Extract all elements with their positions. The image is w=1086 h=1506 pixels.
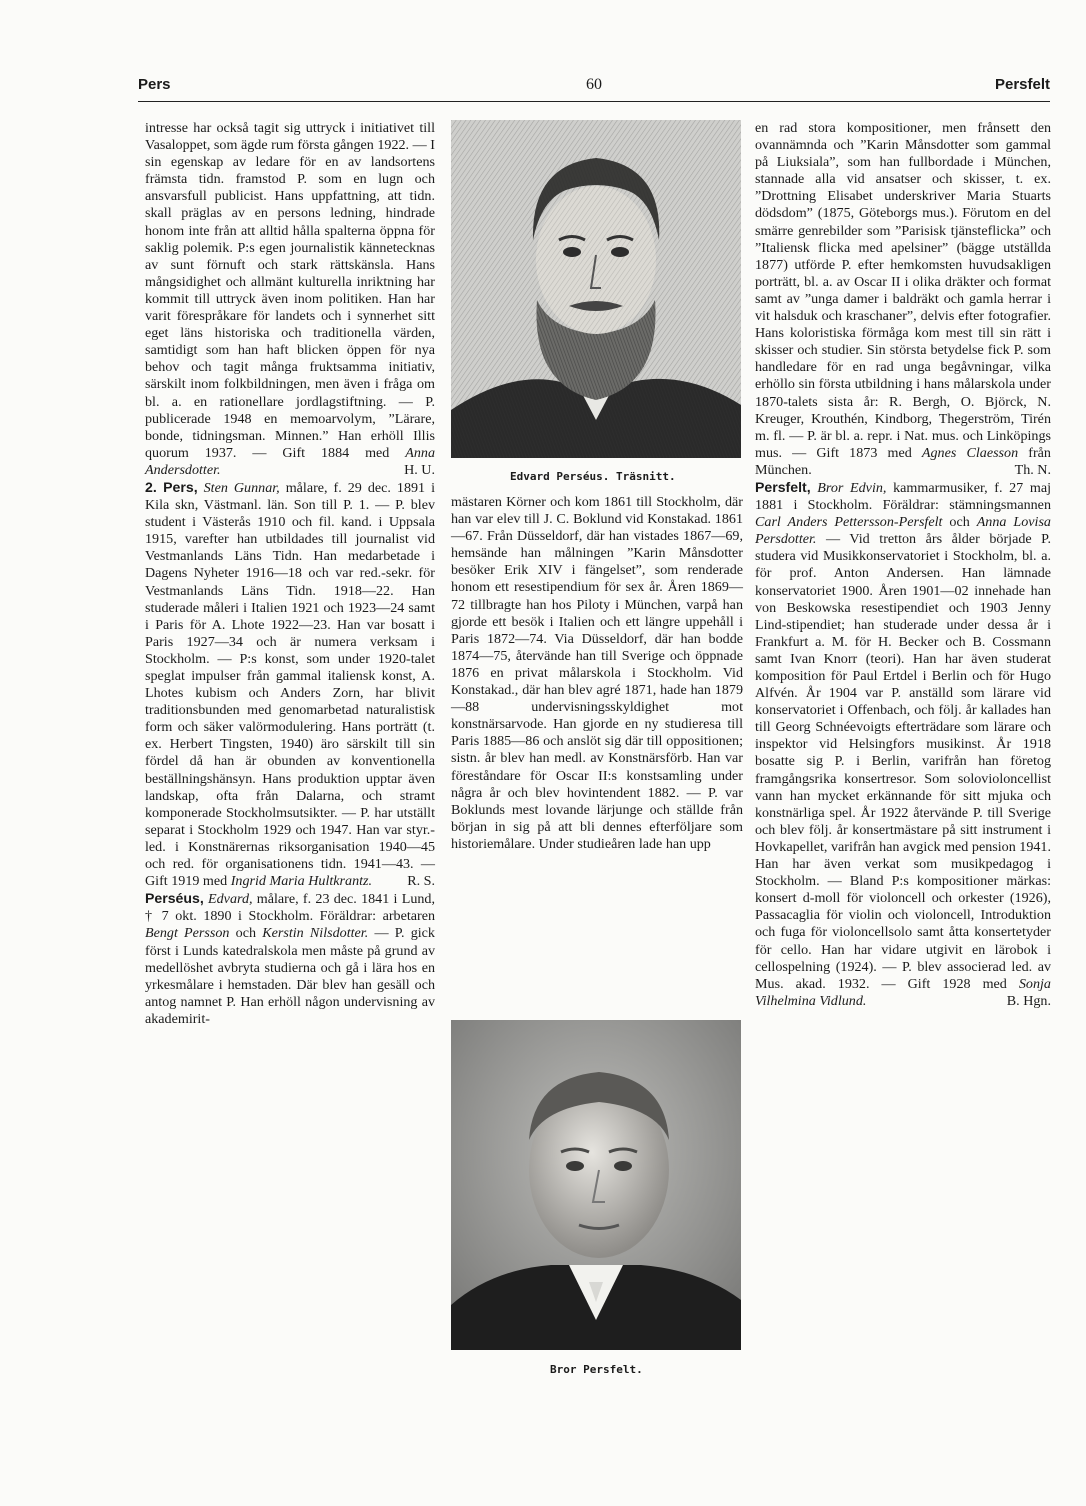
header-right-word: Persfelt (994, 76, 1050, 93)
text: en rad stora kompositioner, men frånsett den ovannämnda och ”Karin Månsdotter som gammal på Liuksiala”, som han fullbordade i München, stannade alla vid ansatser och skisser, t. ex. ”Drottning Elisabet underskriver Maria Stuarts dödsdom” (1875, Göteborgs mus.). Förutom en del smärre genrebilder som ”Parisisk tjänsteflicka” och ”Italiensk flicka med apelsiner” (bägge utställda 1877) utförde P. efter hemkomsten huvudsakligen porträtt, bl. a. av Oscar II i olika dräkter och format samt av ”unga damer i baldräkt och gamla herrar i vit halsduk och kraschaner”, delvis efter fotografier. Hans koloristiska förmåga kom mest till sin rätt i skisser och studier. Sin största betydelse fick P. som handledare för en rad unga begåvningar, vilka erhöllo sin första utbildning i hans målarskola under 1870-talets sista år: R. Bergh, O. Björck, N. Kreuger, Krouthén, Kindborg, Thegerström, Tirén m. fl. — P. är bl. a. repr. i Nat. mus. och Linköpings mus. — Gift 1873 med (755, 120, 1051, 461)
entry-given-name: Sten Gunnar, (203, 479, 280, 496)
entry-gunnar-pers (145, 479, 435, 890)
author-signature: H. U. (404, 461, 435, 478)
portrait-bror-persfelt (451, 1020, 741, 1350)
parent-name: Bengt Persson (145, 925, 230, 942)
text: och (949, 514, 970, 531)
text: intresse har också tagit sig uttryck i initiativet till Vasaloppet, som ägde rum första gången 1922. — I sin egenskap av ledare för en av landsortens främsta tidn. framstod P. som en lugn och ansvarsfull publicist. Hans uppfattning, att tidn. skall präglas av en persons ledning, hindrade honom inte från att alltid hålla spalterna öppna för saklig polemik. P:s egen journalistik kännetecknas av sunt förnuft och stark rättskänsla. Hans mångsidighet och allmänt kulturella inriktning har kommit till uttryck även inom politiken. Han har varit förespråkare för landets och i synnerhet sitt eget läns historiska och traditionella värden, samtidigt som han haft blicken öppen för nya behov och tagit många fruktsamma initiativ, särskilt inom folkbildningen, men även i fråga om bl. a. en rationellare jordlagstiftning. — P. publicerade 1948 en memoarvolym, ”Lärare, bonde, tidningsman. Minnen.” Han erhöll Illis quorum 1937. — Gift 1884 med (145, 120, 435, 461)
spouse-name: Anna Andersdotter. (145, 444, 435, 478)
page-number: 60 (586, 76, 602, 93)
parent-name: Carl Anders Pettersson-Persfelt (755, 514, 943, 531)
figure-caption-bror: Bror Persfelt. (550, 1363, 643, 1376)
text: från München. (755, 444, 1051, 478)
figure-caption-edvard: Edvard Perséus. Träsnitt. (510, 470, 676, 483)
woodcut-portrait-image (451, 120, 741, 458)
paragraph-perseus-continued: mästaren Körner och kom 1861 till Stockholm, där han var elev till J. C. Boklund vid Konstakad. 1861—67. Från Düsseldorf, där han vistades 1867—69, hemsände han målningen ”Karin Månsdotter besöker Erik XIV i fängelset”, som renderade honom ett resestipendium för sex år. Åren 1869—72 tillbragte han hos Piloty i München, varpå han gjorde ett besök i Italien och ett längre uppehåll i Paris 1872—74. Via Düsseldorf, där han bodde 1874—75, återvände han till Sverige och öppnade 1876 en privat målarskola i Stockholm. Vid Konstakad., där han blev agré 1871, hade han 1879—88 undervisningsskyldighet mot konstnärsarvode. Han gjorde en ny studieresa till Paris 1885—86 och anslöt sig där till oppositionen; sistn. år blev han medl. av Konstnärsförb. Han var föreståndare för Oscar II:s konstsamling under några år och blev hovintendent 1882. — P. var Boklunds mest lovande lärjunge och ställde från början in sig på att bli dennes efterföljare som historiemålare. Under studieåren lade han upp (451, 494, 743, 852)
entry-given-name: Edvard, (208, 891, 253, 908)
paragraph-pers-intro (145, 120, 435, 479)
column-left (145, 120, 435, 1028)
text: och (235, 925, 257, 942)
header-left-word: Pers (138, 76, 171, 93)
parent-name: Anna Lovisa Persdotter. (755, 514, 1051, 548)
entry-headword: Perséus, (145, 890, 204, 907)
photo-portrait-image (451, 1020, 741, 1350)
column-middle (451, 494, 743, 853)
header-rule (138, 101, 1050, 102)
running-header (138, 76, 1050, 100)
column-right (755, 120, 1051, 1010)
author-signature: Th. N. (1014, 461, 1051, 478)
spouse-name: Sonja Vilhelmina Vidlund. (755, 975, 1051, 1009)
entry-bror-persfelt (755, 479, 1051, 1010)
author-signature: B. Hgn. (1006, 992, 1051, 1009)
parent-name: Kerstin Nilsdotter. (262, 925, 369, 942)
entry-given-name: Bror Edvin, (817, 479, 887, 496)
entry-headword: Persfelt, (755, 478, 811, 495)
text: målare, f. 29 dec. 1891 i Kila skn, Västmanl. län. Son till P. 1. — P. blev student i Västerås 1910 och fil. kand. i Uppsala 1915, varefter han utbildades till journalist vid Vestmanlands Läns Tidn. Han medarbetade i Dagens Nyheter 1916—18 och var red.-sekr. för Vestmanlands Läns Tidn. 1918—22. Han studerade måleri i Italien 1921 och 1923—24 samt i Paris för A. Lhote 1922—23. Han var bosatt i Paris 1927—34 och är numera verksam i Stockholm. — P:s konst, som under 1920-talet speglat impulser från gammal italiensk konst, A. Lhotes kubism och Anders Zorn, har blivit traditionsbunden med genomarbetad naturalistisk form och säker valörmodulering. Hans porträtt (t. ex. Herbert Tingsten, 1940) äro särskilt till sin fördel då han är obunden av konventionella beställningshänsyn. Hans produktion upptar även landskap, ofta från Dalarna, och stramt komponerade Stockholmsutsikter. — P. har utställt separat i Stockholm 1929 och 1947. Han var styr.-led. i Konstnärernas riksorganisation 1940—45 och red. för organisationens tidn. 1941—43. — Gift 1919 med (145, 479, 436, 890)
text: kammarmusiker, f. 27 maj 1881 i Stockholm. Föräldrar: stämningsmannen (755, 479, 1052, 514)
paragraph-perseus-end (755, 120, 1051, 479)
entry-edvard-perseus (145, 890, 435, 1028)
spouse-name: Agnes Claesson (921, 444, 1019, 461)
portrait-edvard-perseus (451, 120, 741, 458)
text: målare, f. 23 dec. 1841 i Lund, † 7 okt. 1890 i Stockholm. Föräldrar: arbetaren (145, 891, 435, 925)
text: — P. gick först i Lunds katedralskola men måste på grund av medellöshet avbryta studierna och gå i lära hos en yrkesmålare i hemstaden. Där blev han gesäll och antog namnet P. Han erhöll någon undervisning av akademirit- (145, 925, 435, 1027)
entry-headword: 2. Pers, (145, 478, 198, 495)
text: — Vid tretton års ålder började P. studera vid Musikkonservatoriet i Stockholm, bl. a. för prof. Anton Andersen. Han lämnade konservatoriet 1900. Åren 1901—02 innehade han von Beskowska resestipendiet och 1903 Jenny Lind-stipendiet; han studerade under dessa år i Frankfurt a. M. för H. Becker och B. Cossmann samt Ivan Knorr (teori). Han har även studerat komposition för Paul Ertdel i Berlin och för Hugo Alfvén. År 1904 var P. anställd som lärare vid konservatoriet i Offenbach, och följ. år kallades han till Georg Schnéevoigts efterträdare som lärare och inspektor vid Helsingfors musikinst. År 1918 bosatte sig P. i Berlin, varifrån han företog framgångsrika konsertresor. Som solovioloncellist vann han mycket erkännande för sitt mjuka och konstnärliga spel. År 1922 återvände P. till Sverige och blev följ. år konsertmästare på sitt instrument i Hovkapellet, varifrån han avgick med pension 1941. Han har även verkat som musikpedagog i Stockholm. — Bland P:s kompositioner märkas: konsert d-moll för violoncell och orkester (1926), Passacaglia för violin och violoncell, Introduktion och fuga för violoncellsolo samt åtta konsertetyder för cello. Han har vidare utgivit en lärobok i cellospelning (1924). — P. blev associerad led. av Mus. akad. 1932. — Gift 1928 med (755, 531, 1051, 992)
spouse-name: Ingrid Maria Hultkrantz. (230, 873, 373, 890)
author-signature: R. S. (407, 873, 435, 890)
